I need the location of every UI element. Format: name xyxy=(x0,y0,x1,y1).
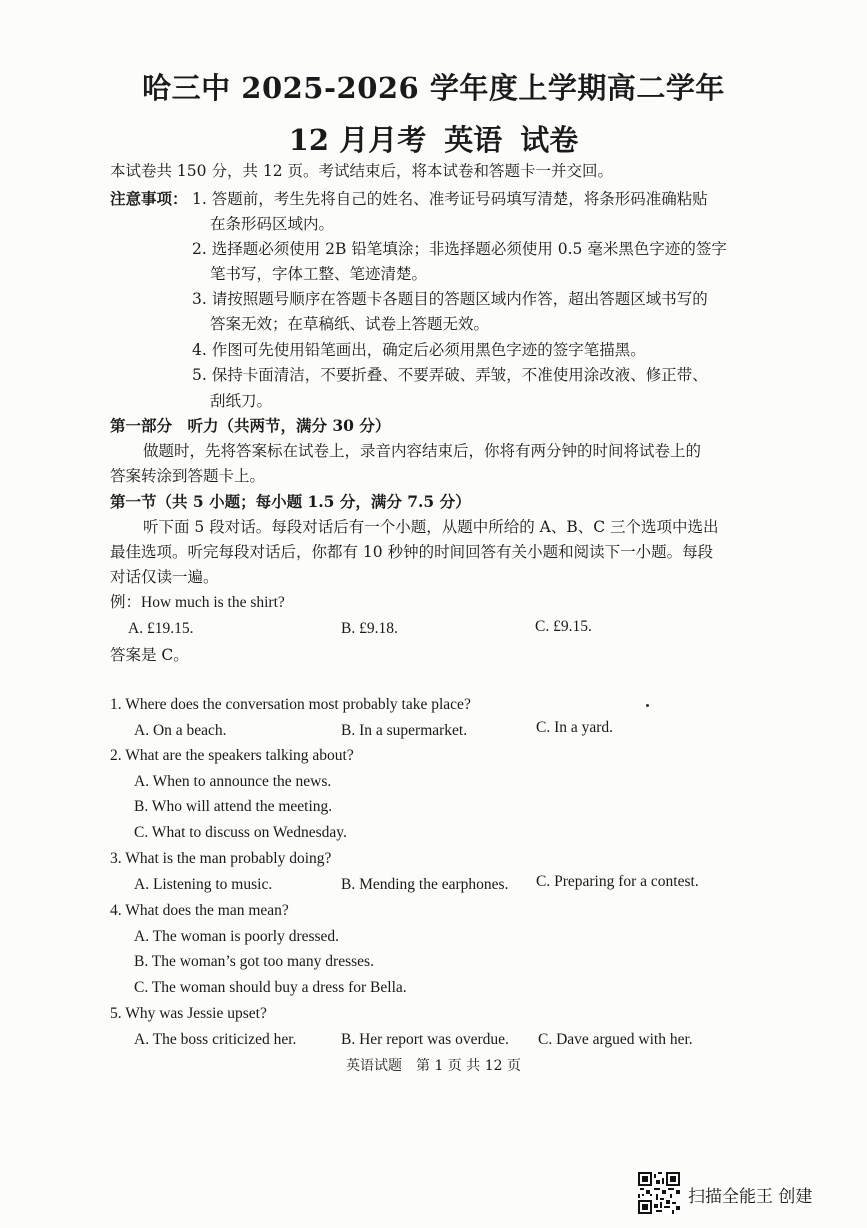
speck-mark xyxy=(646,704,649,707)
note-line: 3. 请按照题号顺序在答题卡各题目的答题区域内作答，超出答题区域书写的 xyxy=(192,290,708,308)
question-5: 5. Why was Jessie upset? xyxy=(110,1005,267,1022)
question-5-option-b: B. Her report was overdue. xyxy=(341,1031,509,1048)
part1-heading: 第一部分 听力（共两节，满分 30 分） xyxy=(110,416,391,435)
note-line: 4. 作图可先使用铅笔画出，确定后必须用黑色字迹的签字笔描黑。 xyxy=(192,341,646,359)
part1-description: 做题时，先将答案标在试卷上，录音内容结束后，你将有两分钟的时间将试卷上的 xyxy=(143,442,702,460)
example-question: 例：How much is the shirt? xyxy=(110,594,285,611)
question-1-option-b: B. In a supermarket. xyxy=(341,722,468,739)
question-4-option-b: B. The woman’s got too many dresses. xyxy=(134,953,374,970)
qr-code-icon xyxy=(638,1172,680,1214)
notes-label: 注意事项： xyxy=(110,189,188,208)
section1-description: 对话仅读一遍。 xyxy=(110,568,219,586)
note-line: 刮纸刀。 xyxy=(210,392,273,410)
exam-month: 12 月月考 xyxy=(288,123,427,157)
question-4: 4. What does the man mean? xyxy=(110,902,289,919)
note-line: 答案无效；在草稿纸、试卷上答题无效。 xyxy=(210,315,490,333)
note-line: 2. 选择题必须使用 2B 铅笔填涂；非选择题必须使用 0.5 毫米黑色字迹的签字 xyxy=(192,240,727,258)
exam-title-line1: 哈三中 2025-2026 学年度上学期高二学年 xyxy=(142,71,725,105)
note-line: 在条形码区域内。 xyxy=(210,215,335,233)
example-option-c: C. £9.15. xyxy=(535,618,592,635)
page-footer: 英语试题 第 1 页 共 12 页 xyxy=(346,1058,521,1074)
example-option-b: B. £9.18. xyxy=(341,620,398,637)
question-1: 1. Where does the conversation most probably take place? xyxy=(110,696,471,713)
example-answer: 答案是 C。 xyxy=(110,646,189,664)
question-5-option-c: C. Dave argued with her. xyxy=(538,1031,693,1048)
question-3-option-b: B. Mending the earphones. xyxy=(341,876,509,893)
note-line: 笔书写，字体工整、笔迹清楚。 xyxy=(210,265,428,283)
question-2-option-c: C. What to discuss on Wednesday. xyxy=(134,824,347,841)
scanner-watermark xyxy=(638,1172,838,1216)
question-5-option-a: A. The boss criticized her. xyxy=(134,1031,297,1048)
intro-text: 本试卷共 150 分，共 12 页。考试结束后，将本试卷和答题卡一并交回。 xyxy=(110,162,614,180)
section1-description: 最佳选项。听完每段对话后，你都有 10 秒钟的时间回答有关小题和阅读下一小题。每段 xyxy=(110,543,714,561)
question-3: 3. What is the man probably doing? xyxy=(110,850,332,867)
exam-subject: 英语 xyxy=(444,123,503,157)
question-1-option-a: A. On a beach. xyxy=(134,722,227,739)
exam-paper-word: 试卷 xyxy=(520,123,579,157)
question-3-option-c: C. Preparing for a contest. xyxy=(536,873,699,890)
part1-description: 答案转涂到答题卡上。 xyxy=(110,467,266,485)
section1-heading: 第一节（共 5 小题；每小题 1.5 分，满分 7.5 分） xyxy=(110,492,471,511)
question-2-option-a: A. When to announce the news. xyxy=(134,773,332,790)
question-1-option-c: C. In a yard. xyxy=(536,719,614,736)
question-3-option-a: A. Listening to music. xyxy=(134,876,273,893)
example-option-a: A. £19.15. xyxy=(128,620,194,637)
note-line: 1. 答题前，考生先将自己的姓名、准考证号码填写清楚，将条形码准确粘贴 xyxy=(192,190,708,208)
exam-title-line2 xyxy=(0,118,867,159)
scanner-watermark-text: 扫描全能王 创建 xyxy=(688,1187,813,1207)
section1-description: 听下面 5 段对话。每段对话后有一个小题，从题中所给的 A、B、C 三个选项中选出 xyxy=(143,518,719,536)
question-2-option-b: B. Who will attend the meeting. xyxy=(134,798,333,815)
question-2: 2. What are the speakers talking about? xyxy=(110,747,354,764)
question-4-option-a: A. The woman is poorly dressed. xyxy=(134,928,340,945)
question-4-option-c: C. The woman should buy a dress for Bella. xyxy=(134,979,407,996)
note-line: 5. 保持卡面清洁，不要折叠、不要弄破、弄皱，不准使用涂改液、修正带、 xyxy=(192,366,708,384)
